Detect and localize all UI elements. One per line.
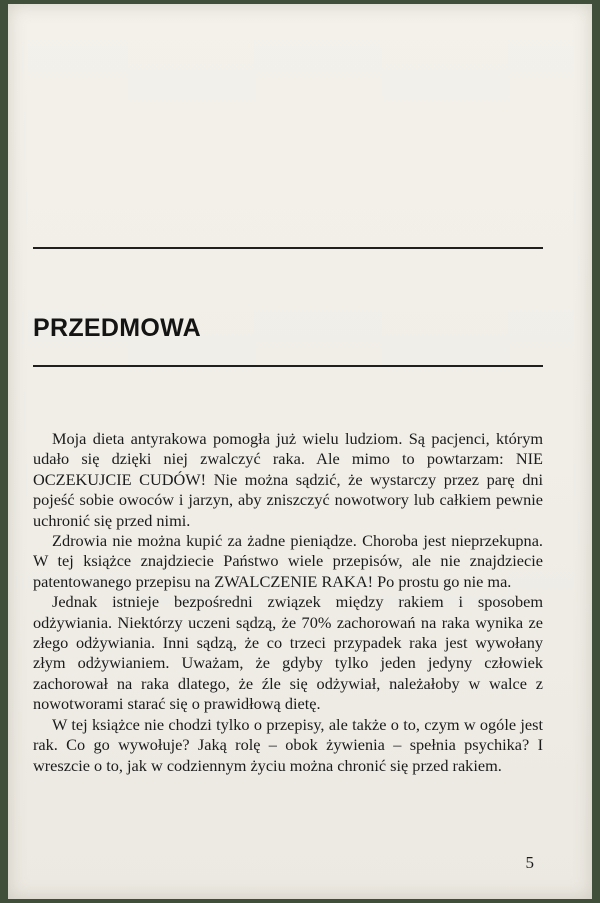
book-page: [8, 4, 592, 899]
paragraph: Jednak istnieje bezpośredni związek między rakiem i sposobem odżywiania. Niektórzy uczeni sądzą, że 70% zachorowań na raka wynika ze złego odżywiania. Inni sądzą, że co trzeci przypadek raka jest wywołany złym odżywianiem. Uważam, że gdyby tylko jeden jedyny człowiek zachorował na raka dlatego, że źle się odżywiał, należałoby w walce z nowotworami starać się o prawidłową dietę.: [33, 592, 543, 714]
paragraph: Moja dieta antyrakowa pomogła już wielu ludziom. Są pacjenci, którym udało się dzięki niej zwalczyć raka. Ale mimo to powtarzam: NIE OCZEKUJCIE CUDÓW! Nie można sądzić, że wystarczy przez parę dni pojeść sobie owoców i jarzyn, aby zniszczyć nowotwory lub całkiem pewnie uchronić się przed nimi.: [33, 429, 543, 530]
section-title: PRZEDMOWA: [33, 314, 201, 342]
paragraph: W tej książce nie chodzi tylko o przepisy, ale także o to, czym w ogóle jest rak. Co go wywołuje? Jaką rolę – obok żywienia – spełnia psychika? I wreszcie o to, jak w codziennym życiu można chronić się przed rakiem.: [33, 714, 543, 775]
page-number: 5: [525, 853, 534, 872]
title-rule-top: [33, 247, 543, 249]
body-text: [33, 429, 543, 776]
paragraph: Zdrowia nie można kupić za żadne pieniądze. Choroba jest nieprzekupna. W tej książce znajdziecie Państwo wiele przepisów, ale nie znajdziecie patentowanego przepisu na ZWALCZENIE RAKA! Po prostu go nie ma.: [33, 531, 543, 591]
title-rule-bottom: [33, 365, 543, 367]
